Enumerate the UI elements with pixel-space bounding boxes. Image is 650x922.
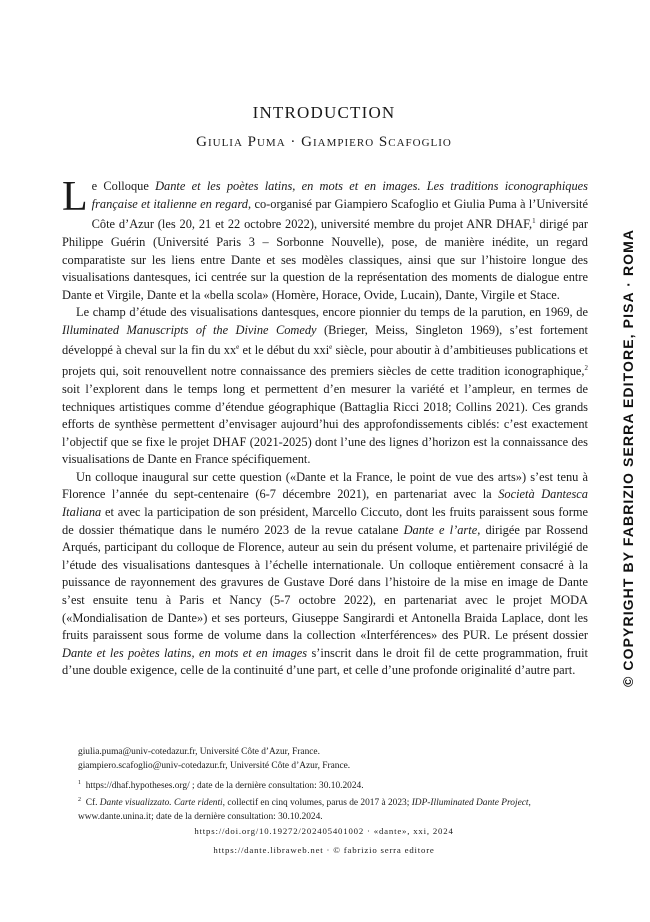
- footnote-2-number: 2: [78, 796, 81, 803]
- paragraph-3: [62, 469, 588, 680]
- drop-cap: L: [62, 174, 88, 220]
- p2-superscript-e1: e: [236, 343, 240, 352]
- p3-italic-society: Società Dantesca Italiana: [62, 487, 588, 520]
- p1-text-a: e Colloque: [91, 179, 156, 193]
- article-body: [62, 174, 589, 680]
- footnote-ref-2[interactable]: 2: [584, 364, 588, 373]
- footnote-2-text-e: , www.dante.unina.it; date de la dernière consultation: 30.10.2024.: [78, 798, 531, 822]
- p3-text-a: Un colloque inaugural sur cette question («Dante et la France, le point de vue des arts») s’est tenu à Florence l’année du sept-centenaire (6-7 décembre 2021), en partenariat avec la: [62, 469, 588, 502]
- p1-italic-title: Dante et les poètes latins, en mots et en images. Les traditions iconographiques française et italienne en regard: [91, 179, 588, 211]
- p1-text-d: dirigé par Philippe Guérin (Université Paris 3 – Sorbonne Nouvelle), pose, de manière inédite, un regard comparatiste sur les liens entre Dante et ses modèles classiques, ainsi que sur l’histoire longue des visualisations dantesques, ici centrée sur la question de la représentation des moments de dialogue entre Dante et Virgile, Dante et la «bella scola» (Homère, Horace, Ovide, Lucain), Dante, Virgile et Stace.: [62, 217, 589, 302]
- contact-email-2: giampiero.scafoglio@univ-cotedazur.fr, Université Côte d’Azur, France.: [78, 760, 351, 771]
- side-copyright-text: © COPYRIGHT BY FABRIZIO SERRA EDITORE, PISA · ROMA: [620, 228, 636, 687]
- page-title: INTRODUCTION: [252, 103, 396, 122]
- side-copyright-svg: [611, 222, 647, 692]
- website-footer: https://dante.libraweb.net · © fabrizio serra editore: [213, 845, 435, 855]
- footnote-1-text: https://dhaf.hypotheses.org/ ; date de la dernière consultation: 30.10.2024.: [85, 781, 364, 792]
- p2-superscript-e2: e: [329, 343, 333, 352]
- footnote-ref-1[interactable]: 1: [532, 217, 536, 226]
- footnote-2-italic-a: Dante visualizzato. Carte ridenti: [99, 798, 223, 809]
- footnote-1-number: 1: [78, 780, 81, 787]
- authors-line: Giulia Puma · Giampiero Scafoglio: [196, 134, 452, 150]
- footnote-2-text-a: Cf.: [85, 798, 100, 809]
- contact-email-1: giulia.puma@univ-cotedazur.fr, Université Côte d’Azur, France.: [78, 747, 320, 757]
- footnote-2-italic-b: IDP-Illuminated Dante Project: [411, 798, 529, 809]
- p3-text-e: , dirigée par Rossend Arqués, participant du colloque de Florence, auteur au sein du présent volume, et partenaire privilégié de l’étude des visualisations dantesques à l’échelle internationale. Un colloque entièrement consacré à la puissance de rayonnement des gravures de Gustave Doré dans l’histoire de la mise en image de Dante s’est ensuite tenu à Paris et Nancy (5-7 octobre 2022), en partenariat avec le projet MODA («Mondialisation de Dante») et ses porteurs, Giuseppe Sangirardi et Antonella Braida Laplace, dont les fruits paraissent sous forme de volume dans la collection «Interférences» des PUR. Le présent dossier: [62, 522, 588, 643]
- p3-italic-dossier: Dante et les poètes latins, en mots et en images: [62, 645, 308, 660]
- p2-text-d: et le début du xxi: [239, 343, 330, 358]
- paragraph-2: [62, 304, 588, 469]
- p3-text-g: s’inscrit dans le droit fil de cette programmation, fruit d’une double exigence, celle de la continuité d’une part, et celle d’une profonde originalité d’autre part.: [62, 645, 588, 678]
- p3-text-c: et avec la participation de son président, Marcello Ciccuto, dont les fruits paraissent sous forme de dossier thématique dans le numéro 2023 de la revue catalane: [62, 505, 588, 537]
- notes-block: [78, 746, 588, 824]
- footnote-2-text-c: , collectif en cinq volumes, parus de 2017 à 2023;: [222, 798, 412, 809]
- side-copyright: [611, 222, 647, 692]
- p2-italic-title: Illuminated Manuscripts of the Divine Comedy: [62, 322, 317, 337]
- footnote-1: [78, 777, 588, 794]
- p2-text-a: Le champ d’étude des visualisations dantesques, encore pionnier du temps de la parution, en 1969, de: [76, 305, 588, 320]
- p2-text-e: siècle, pour aboutir à d’ambitieuses publications et projets qui, soit renouvellent notre connaissance des premiers siècles de cette tradition iconographique,: [62, 343, 588, 379]
- p2-text-f: soit l’explorent dans le temps long et permettent d’en mesurer la variété et l’ampleur, en termes de techniques artistiques comme d’étendue géographique (Battaglia Ricci 2018; Collins 2021). Ces grands efforts de synthèse permettent d’envisager aujourd’hui des approfondissements ciblés: c’est exactement l’objectif que se fixe le projet DHAF (2021-2025) dont l’une des lignes d’horizon est la connaissance des visualisations de Dante en France spécifiquement.: [62, 381, 588, 467]
- doi-footer: https://doi.org/10.19272/202405401002 · «dante», xxi, 2024: [194, 826, 454, 836]
- p1-text-c: , co-organisé par Giampiero Scafoglio et Giulia Puma à l’Université Côte d’Azur (les 20, 21 et 22 octobre 2022), université membre du projet ANR DHAF,: [91, 196, 588, 232]
- paragraph-1: [62, 174, 589, 304]
- p2-text-c: (Brieger, Meiss, Singleton 1969), s’est fortement développé à cheval sur la fin du xx: [62, 322, 588, 358]
- footnote-2: [78, 794, 588, 824]
- p3-italic-journal: Dante e l’arte: [403, 522, 478, 537]
